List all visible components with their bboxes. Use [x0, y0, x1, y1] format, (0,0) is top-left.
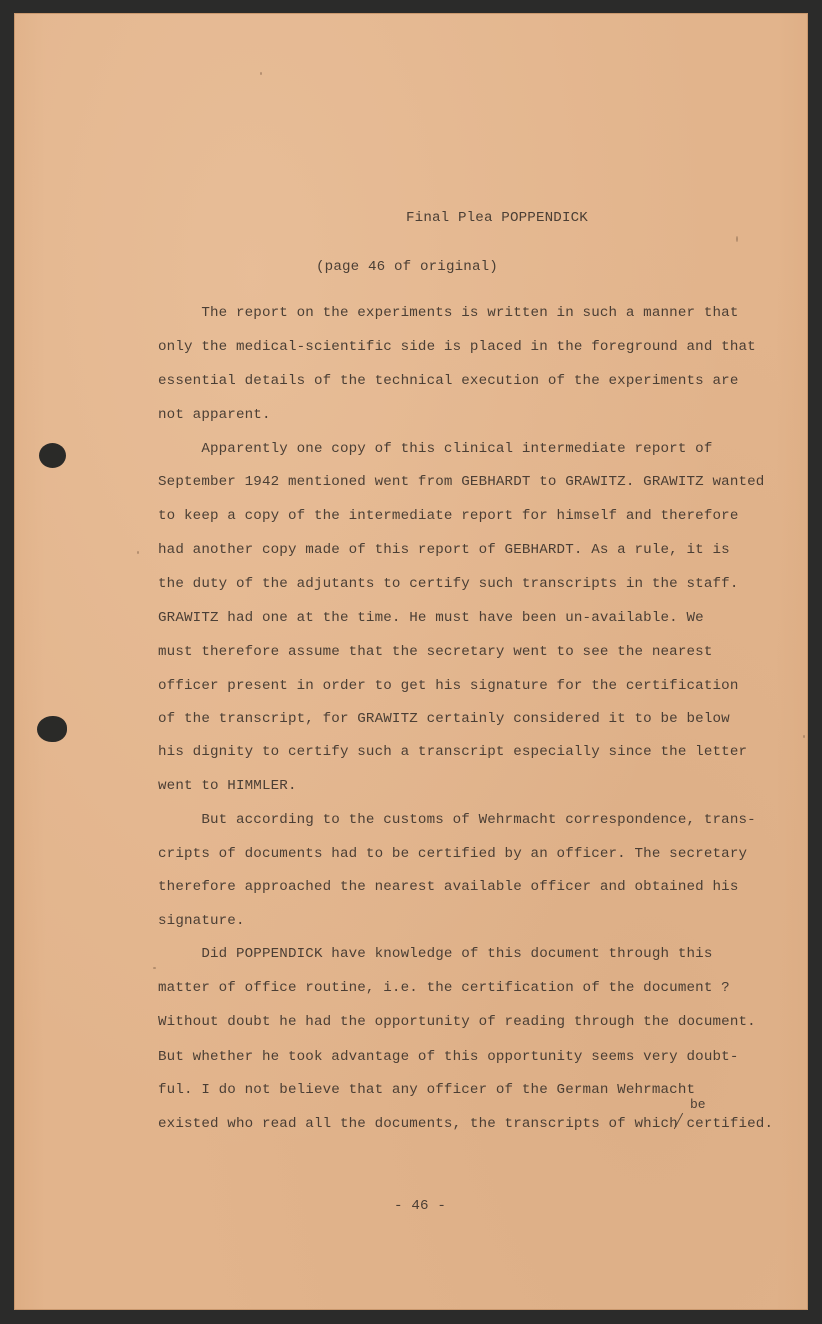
text-line: went to HIMMLER.: [158, 778, 297, 794]
document-title: Final Plea POPPENDICK: [406, 210, 588, 226]
text-line: GRAWITZ had one at the time. He must have been un-available. We: [158, 610, 704, 626]
text-line: had another copy made of this report of GEBHARDT. As a rule, it is: [158, 542, 730, 558]
paper-speck: [260, 72, 262, 75]
text-line: of the transcript, for GRAWITZ certainly considered it to be below: [158, 711, 730, 727]
text-line: existed who read all the documents, the transcripts of which certified.: [158, 1116, 774, 1132]
punch-hole-top: [39, 443, 66, 468]
document-subtitle: (page 46 of original): [316, 259, 498, 275]
text-line: must therefore assume that the secretary went to see the nearest: [158, 644, 713, 660]
interlinear-insertion: be: [690, 1097, 706, 1112]
text-line: cripts of documents had to be certified by an officer. The secretary: [158, 846, 748, 862]
text-line: to keep a copy of the intermediate report for himself and therefore: [158, 508, 739, 524]
text-line: only the medical-scientific side is placed in the foreground and that: [158, 339, 756, 355]
text-line: officer present in order to get his signature for the certification: [158, 678, 739, 694]
text-line: But whether he took advantage of this opportunity seems very doubt-: [158, 1049, 739, 1065]
text-line: his dignity to certify such a transcript especially since the letter: [158, 744, 748, 760]
punch-hole-bottom: [37, 716, 67, 742]
text-line: But according to the customs of Wehrmacht correspondence, trans-: [158, 812, 756, 828]
text-line: The report on the experiments is written in such a manner that: [158, 305, 739, 321]
text-line: Apparently one copy of this clinical intermediate report of: [158, 441, 713, 457]
text-line: September 1942 mentioned went from GEBHARDT to GRAWITZ. GRAWITZ wanted: [158, 474, 765, 490]
text-line: ful. I do not believe that any officer of the German Wehrmacht: [158, 1082, 696, 1098]
text-line: Did POPPENDICK have knowledge of this document through this: [158, 946, 713, 962]
text-line: Without doubt he had the opportunity of reading through the document.: [158, 1014, 756, 1030]
page-number: - 46 -: [394, 1198, 446, 1214]
paper-speck: [736, 236, 738, 242]
text-line: matter of office routine, i.e. the certification of the document ?: [158, 980, 730, 996]
text-line: therefore approached the nearest available officer and obtained his: [158, 879, 739, 895]
text-line: essential details of the technical execution of the experiments are: [158, 373, 739, 389]
paper-speck: [153, 967, 156, 969]
text-line: signature.: [158, 913, 245, 929]
text-line: not apparent.: [158, 407, 271, 423]
paper-speck: [803, 735, 805, 738]
text-line: the duty of the adjutants to certify such transcripts in the staff.: [158, 576, 739, 592]
paper-speck: [137, 551, 139, 554]
